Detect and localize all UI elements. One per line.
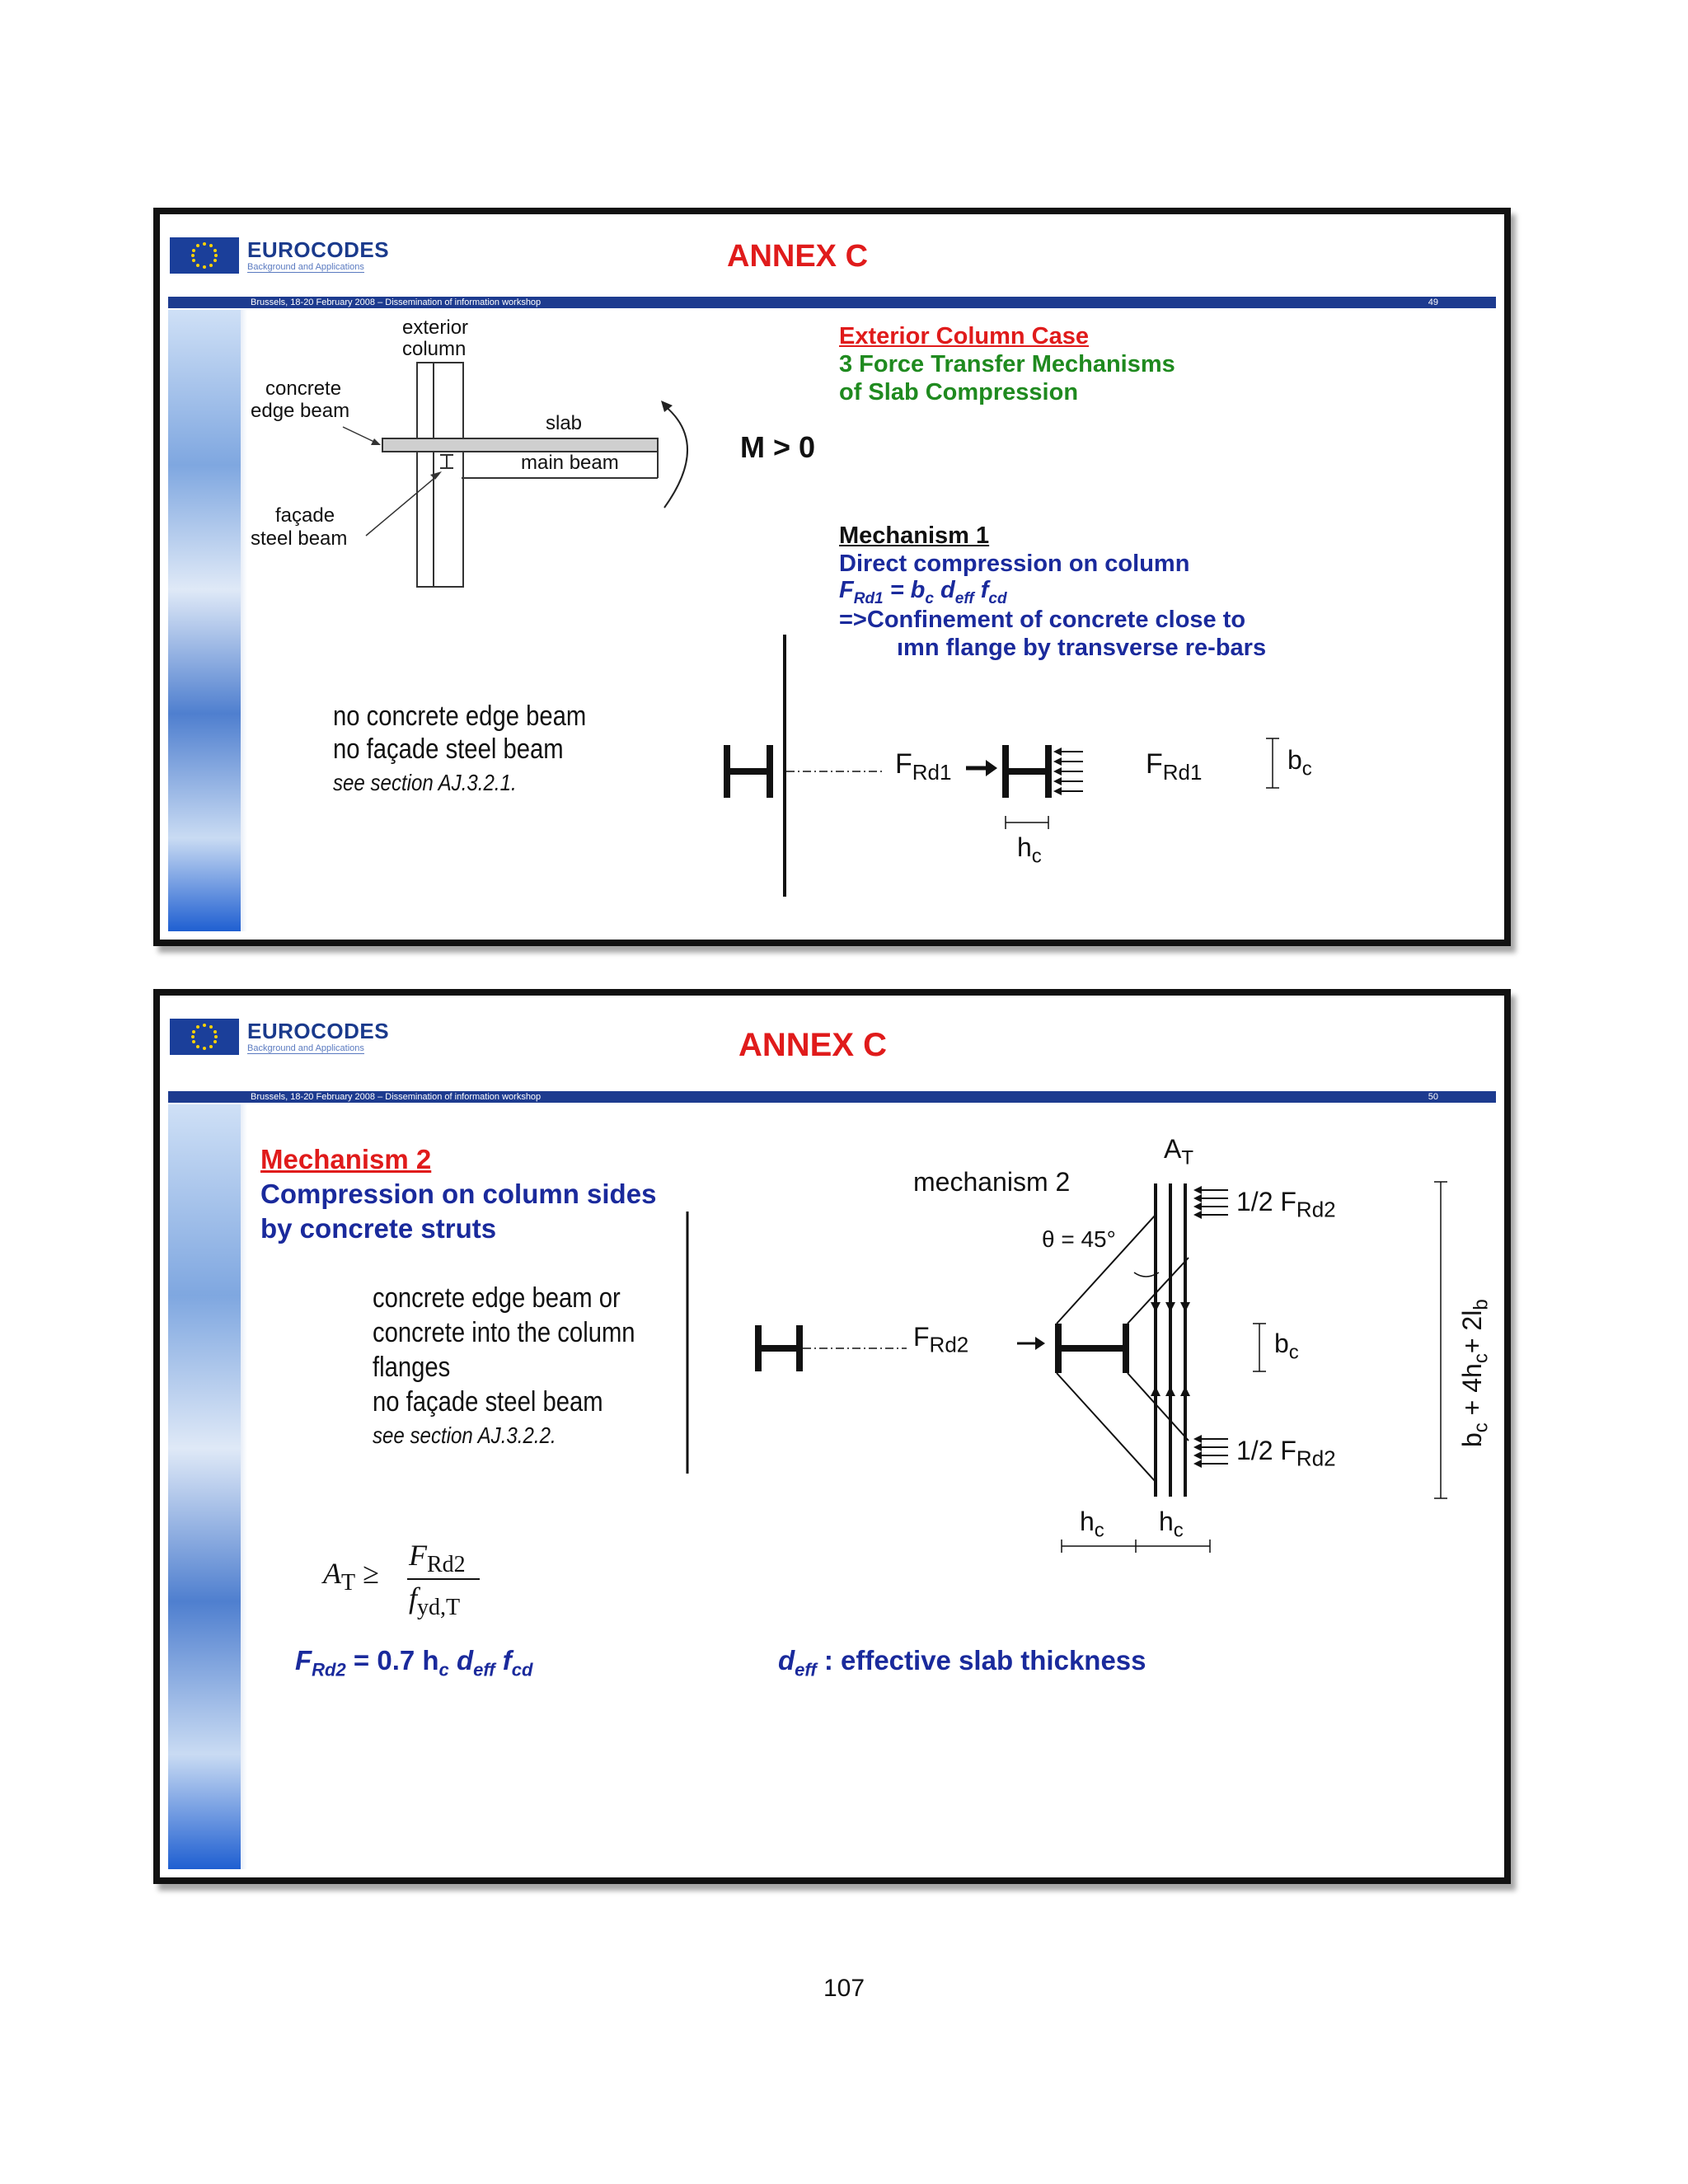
note-2: no façade steel beam bbox=[333, 733, 564, 765]
formula-frd2: $F_{Rd2} = 0.7$ $h_c$ $d_{eff}$ $f_{cd}$ bbox=[295, 1645, 533, 1680]
confinement-line-2: ımn flange by transverse re-bars bbox=[897, 635, 1267, 661]
dim-hc-1: $h_c$ bbox=[1080, 1507, 1104, 1542]
ineq-denominator: $f_{yd,T}$ bbox=[409, 1582, 461, 1621]
workshop-info: Brussels, 18-20 February 2008 – Dissemination of information workshop bbox=[251, 1092, 542, 1102]
subheading-1: 3 Force Transfer Mechanisms bbox=[839, 351, 1175, 377]
label-exterior: exterior bbox=[402, 316, 469, 339]
label-concrete: concrete bbox=[265, 377, 342, 400]
note-1: concrete edge beam or bbox=[373, 1282, 621, 1314]
formula-frd1: $F_{Rd1} = b_c$ $d_{eff}$ $f_{cd}$ bbox=[839, 577, 1007, 607]
annex-title: ANNEX C bbox=[727, 239, 869, 274]
logo-subtitle: Background and Applications bbox=[247, 1043, 364, 1053]
logo-subtitle: Background and Applications bbox=[247, 262, 364, 272]
deff-definition: $d_{eff}$ : effective slab thickness bbox=[778, 1645, 1146, 1680]
dim-hc-2: $h_c$ bbox=[1159, 1507, 1184, 1542]
note-1: no concrete edge beam bbox=[333, 701, 587, 732]
logo-title: EUROCODES bbox=[247, 1019, 390, 1043]
slide-49 bbox=[153, 208, 1511, 946]
label-column: column bbox=[402, 338, 467, 360]
dim-hc: $h_c$ bbox=[1017, 832, 1042, 868]
note-section: see section AJ.3.2.2. bbox=[373, 1422, 556, 1448]
confinement-line-1: =>Confinement of concrete close to bbox=[839, 607, 1246, 633]
desc-line-1: Compression on column sides bbox=[260, 1179, 657, 1209]
label-edge-beam: edge beam bbox=[251, 400, 350, 422]
force-label-2: $F_{Rd1}$ bbox=[1146, 748, 1203, 785]
note-2: concrete into the column bbox=[373, 1317, 635, 1348]
dim-bc: $b_c$ bbox=[1287, 745, 1312, 780]
slide-50 bbox=[153, 989, 1511, 1884]
note-section: see section AJ.3.2.1. bbox=[333, 770, 517, 795]
theta-label: θ = 45° bbox=[1042, 1226, 1116, 1252]
mechanism-1-title: Mechanism 1 bbox=[839, 523, 990, 549]
desc-line-2: by concrete struts bbox=[260, 1213, 497, 1244]
column-slab-sketch bbox=[160, 214, 1504, 940]
slide-number: 49 bbox=[1428, 298, 1438, 307]
diagram-title: mechanism 2 bbox=[913, 1167, 1071, 1197]
note-3: flanges bbox=[373, 1352, 451, 1383]
half-force-bottom: 1/2 $F_{Rd2}$ bbox=[1236, 1436, 1336, 1471]
annex-title: ANNEX C bbox=[738, 1027, 888, 1063]
label-slab: slab bbox=[546, 412, 583, 434]
logo-title: EUROCODES bbox=[247, 237, 390, 262]
note-4: no façade steel beam bbox=[373, 1386, 603, 1418]
area-label: $A_T$ bbox=[1164, 1134, 1194, 1169]
moment-label: M > 0 bbox=[740, 430, 816, 464]
mechanism-1-desc: Direct compression on column bbox=[839, 551, 1190, 577]
workshop-info: Brussels, 18-20 February 2008 – Dissemination of information workshop bbox=[251, 298, 542, 307]
label-steel-beam: steel beam bbox=[251, 527, 348, 550]
heading: Exterior Column Case bbox=[839, 323, 1089, 349]
heading: Mechanism 2 bbox=[260, 1144, 432, 1174]
ineq-lhs: $A_T$ ≥ bbox=[323, 1557, 379, 1596]
label-main-beam: main beam bbox=[521, 452, 619, 474]
ineq-numerator: $F_{Rd2}$ bbox=[409, 1539, 466, 1578]
dim-bc: $b_c$ bbox=[1274, 1329, 1299, 1364]
page-number: 107 bbox=[823, 1975, 865, 2002]
dim-total: $b_c + 4h_c+ 2l_b$ bbox=[1457, 1299, 1493, 1447]
label-facade: façade bbox=[275, 504, 335, 527]
subheading-2: of Slab Compression bbox=[839, 379, 1079, 405]
half-force-top: 1/2 $F_{Rd2}$ bbox=[1236, 1187, 1336, 1222]
force-label-1: $F_{Rd1}$ bbox=[895, 748, 952, 785]
force-label: $F_{Rd2}$ bbox=[913, 1322, 969, 1357]
slide-number: 50 bbox=[1428, 1092, 1438, 1102]
